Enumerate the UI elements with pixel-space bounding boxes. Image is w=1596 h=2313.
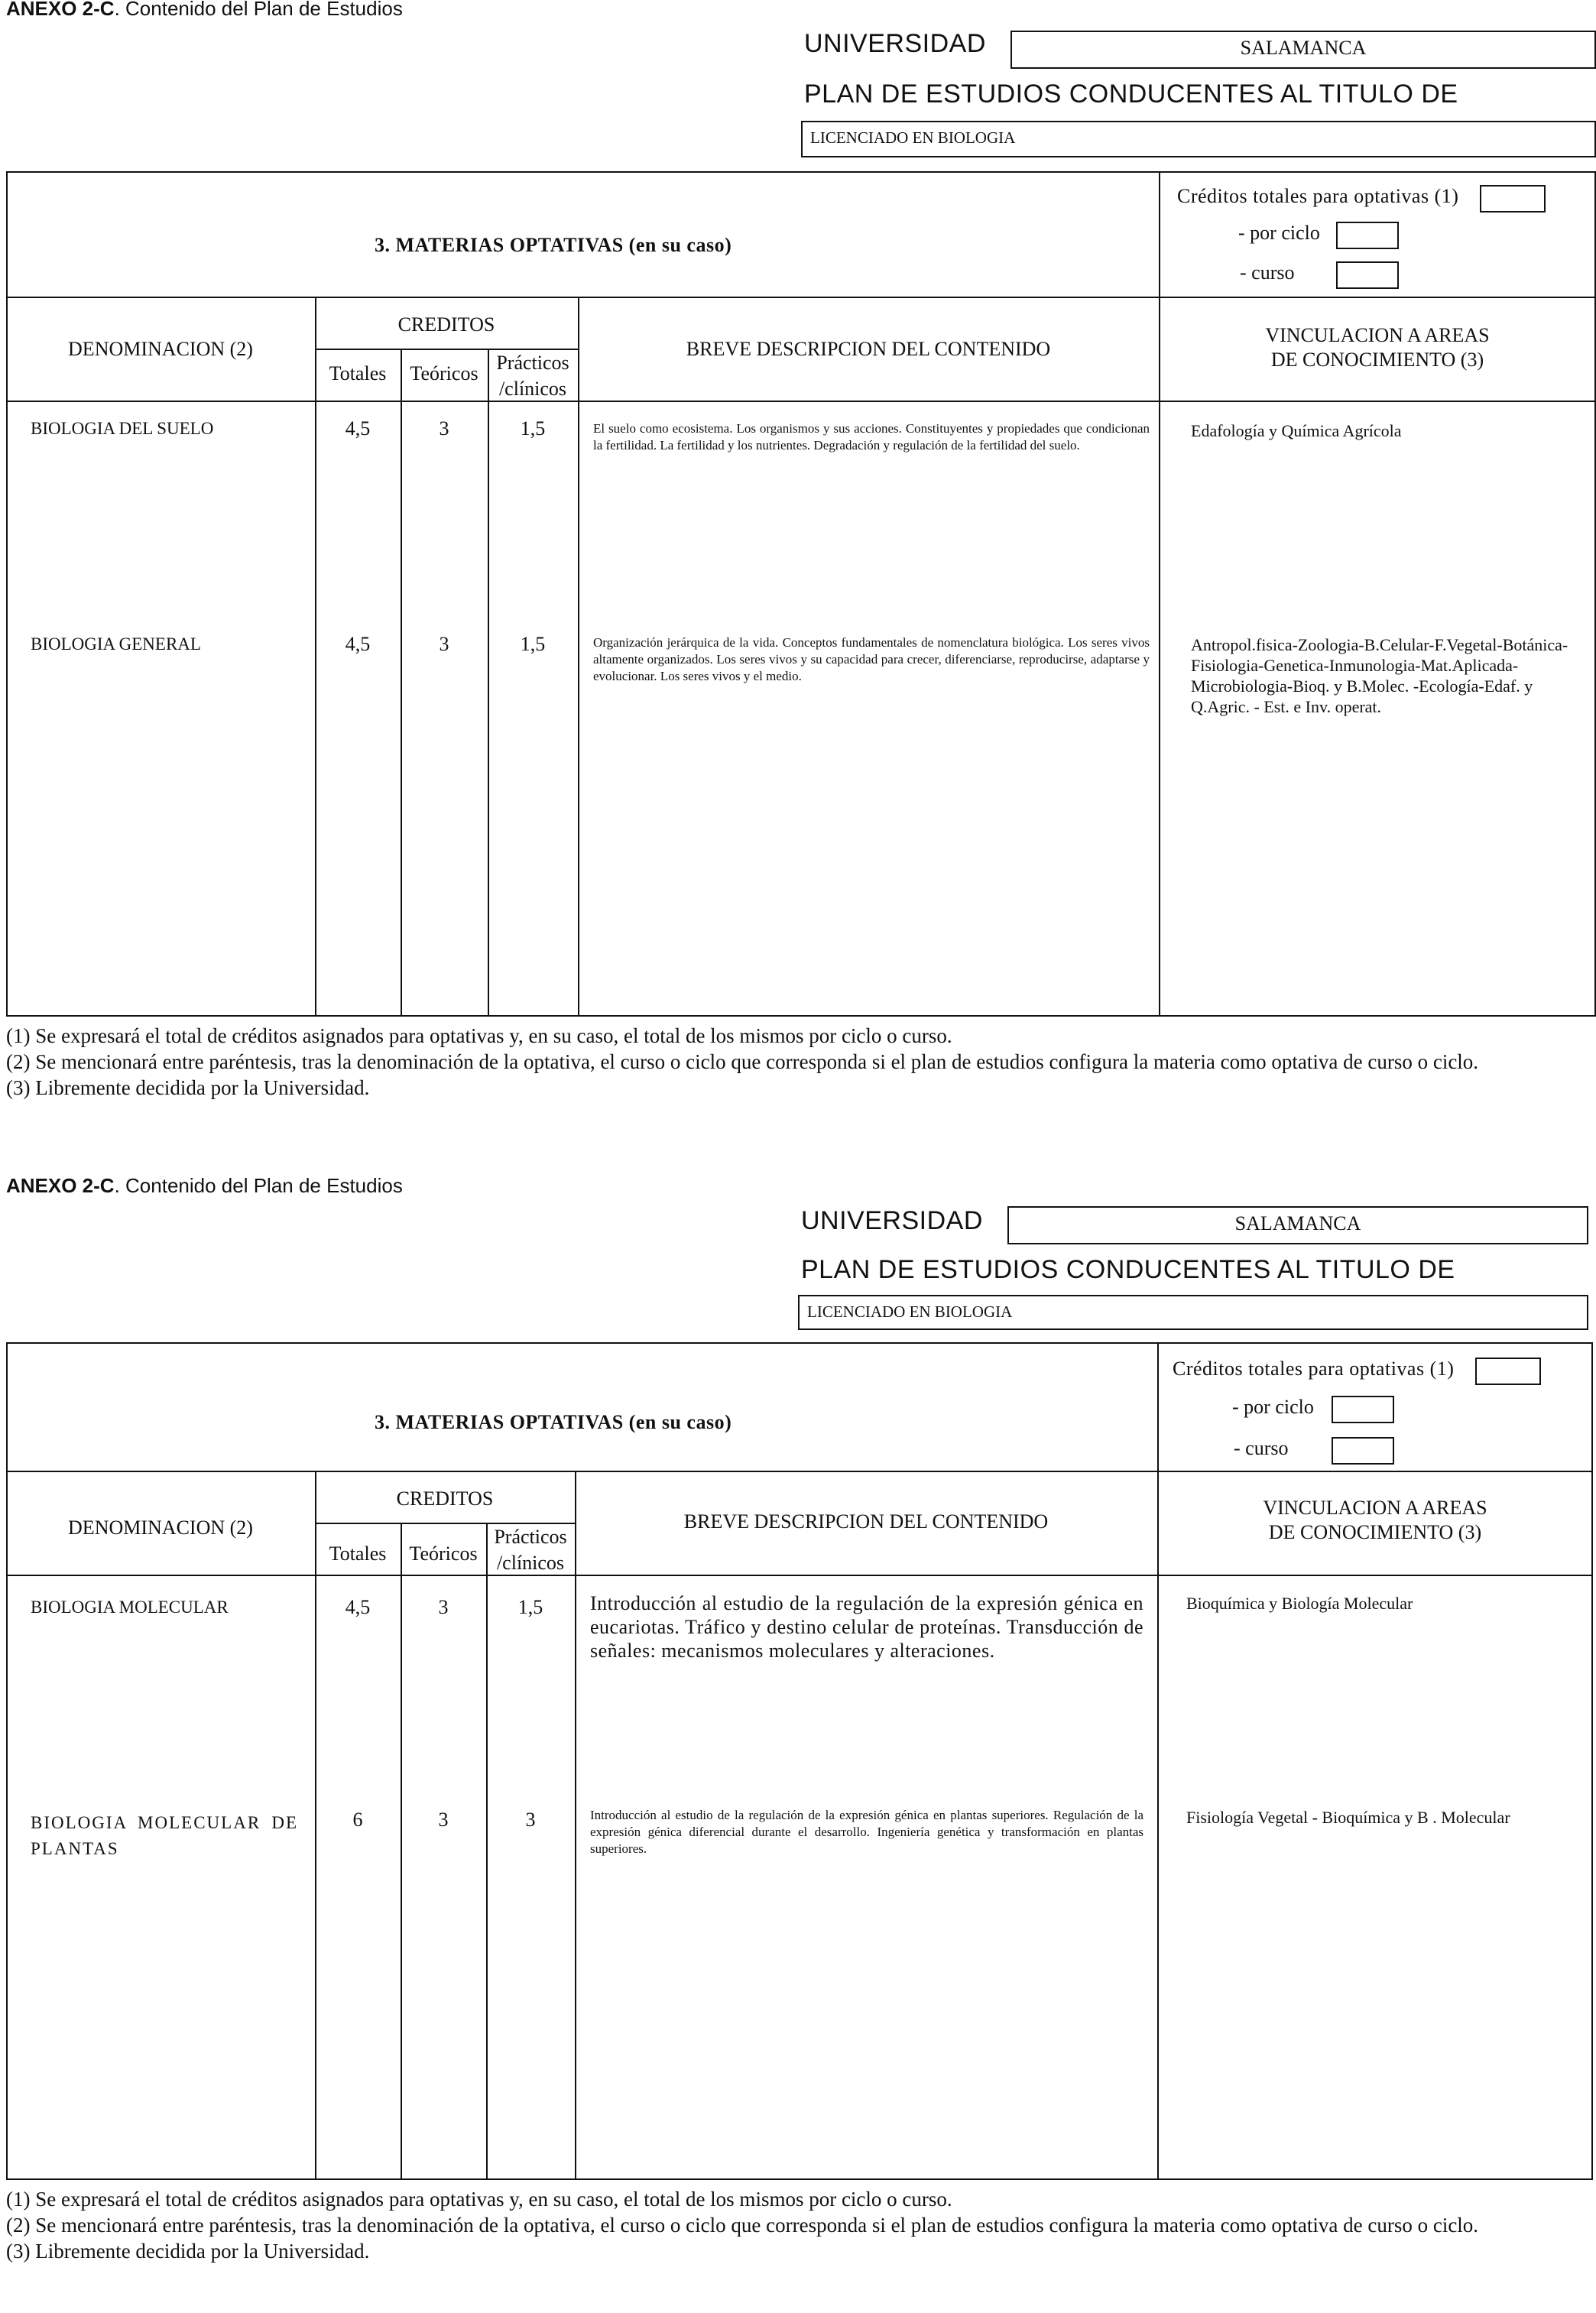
- por-ciclo-label: - por ciclo: [1238, 222, 1320, 244]
- header-totales: Totales: [329, 1543, 387, 1565]
- por-ciclo-box: [1336, 222, 1399, 249]
- creditos-totales-label: Créditos totales para optativas (1): [1177, 185, 1459, 207]
- row-totales: 4,5: [345, 417, 371, 440]
- row-practicos: 1,5: [520, 417, 546, 440]
- header-vinculacion-2: DE CONOCIMIENTO (3): [1270, 349, 1484, 371]
- plan-label: PLAN DE ESTUDIOS CONDUCENTES AL TITULO DE: [804, 79, 1458, 109]
- curso-box: [1336, 261, 1399, 289]
- row-denominacion: BIOLOGIA MOLECULAR DE PLANTAS: [31, 1813, 298, 1858]
- form-page-1: [0, 0, 1596, 1140]
- footnote-2: (2) Se mencionará entre paréntesis, tras la denominación de la optativa, el curso o ciclo que corresponda si el plan de estudios configura la materia como optativa de curso o ciclo.: [6, 1050, 1479, 1073]
- footnote-1: (1) Se expresará el total de créditos asignados para optativas y, en su caso, el total de los mismos por ciclo o curso.: [6, 1024, 952, 1047]
- row-teoricos: 3: [438, 1596, 449, 1618]
- row-vinculacion: Edafología y Química Agrícola: [1191, 421, 1402, 440]
- universidad-value: SALAMANCA: [1234, 1212, 1361, 1234]
- creditos-totales-label: Créditos totales para optativas (1): [1173, 1358, 1455, 1380]
- universidad-box: [1007, 1206, 1588, 1244]
- curso-box: [1332, 1437, 1394, 1465]
- header-clinicos: /clínicos: [498, 378, 567, 400]
- table-divider: [315, 297, 316, 1017]
- row-vinculacion: Fisiología Vegetal - Bioquímica y B . Molecular: [1186, 1808, 1510, 1827]
- creditos-totales-box: [1475, 1358, 1541, 1385]
- optativas-table: [6, 1342, 1593, 2180]
- por-ciclo-box: [1332, 1396, 1394, 1423]
- header-practicos: Prácticos: [496, 352, 569, 374]
- row-teoricos: 3: [438, 1809, 449, 1831]
- form-page-2: [0, 1173, 1596, 2313]
- table-divider: [315, 1523, 575, 1524]
- row-denominacion: BIOLOGIA DEL SUELO: [31, 419, 214, 438]
- row-totales: 4,5: [345, 633, 371, 655]
- header-descripcion: BREVE DESCRIPCION DEL CONTENIDO: [686, 338, 1051, 360]
- section-title: 3. MATERIAS OPTATIVAS (en su caso): [375, 1411, 732, 1433]
- table-divider: [1157, 1342, 1159, 2180]
- titulo-box: [798, 1295, 1588, 1330]
- row-totales: 4,5: [345, 1596, 371, 1618]
- anexo-heading: ANEXO 2-C. Contenido del Plan de Estudios: [6, 1174, 403, 1197]
- section-title: 3. MATERIAS OPTATIVAS (en su caso): [375, 234, 732, 256]
- footnotes: [6, 1023, 1588, 1101]
- table-divider: [6, 297, 1596, 298]
- curso-label: - curso: [1234, 1437, 1289, 1459]
- table-divider: [315, 349, 578, 350]
- footnote-3: (3) Libremente decidida por la Universidad.: [6, 2240, 370, 2263]
- header-teoricos: Teóricos: [410, 362, 478, 384]
- row-descripcion: El suelo como ecosistema. Los organismos y sus acciones. Constituyentes y propiedades que condicionan la fertilidad. La fertilidad y los nutrientes. Degradación y regulación de la fertilidad del suelo.: [593, 421, 1150, 453]
- footnote-2: (2) Se mencionará entre paréntesis, tras la denominación de la optativa, el curso o ciclo que corresponda si el plan de estudios configura la materia como optativa de curso o ciclo.: [6, 2214, 1479, 2237]
- creditos-totales-box: [1480, 185, 1546, 212]
- universidad-label: UNIVERSIDAD: [801, 1206, 983, 1235]
- row-teoricos: 3: [439, 417, 449, 440]
- table-divider: [401, 349, 402, 1017]
- titulo-value: LICENCIADO EN BIOLOGIA: [807, 1302, 1013, 1321]
- header-practicos: Prácticos: [494, 1526, 567, 1548]
- row-descripcion: Introducción al estudio de la regulación de la expresión génica en plantas superiores. Regulación de la expresión génica diferencial durante el desarrollo. Ingeniería genética y transformación en plantas superiores.: [590, 1808, 1143, 1856]
- plan-label: PLAN DE ESTUDIOS CONDUCENTES AL TITULO DE: [801, 1255, 1455, 1284]
- table-divider: [575, 1471, 576, 2180]
- universidad-label: UNIVERSIDAD: [804, 29, 986, 58]
- row-practicos: 3: [525, 1809, 536, 1831]
- header-denominacion: DENOMINACION (2): [68, 1517, 253, 1539]
- row-practicos: 1,5: [520, 633, 546, 655]
- header-vinculacion: VINCULACION A AREAS: [1265, 324, 1490, 346]
- row-denominacion: BIOLOGIA GENERAL: [31, 634, 201, 654]
- footnote-1: (1) Se expresará el total de créditos asignados para optativas y, en su caso, el total de los mismos por ciclo o curso.: [6, 2188, 952, 2211]
- universidad-box: [1010, 31, 1596, 69]
- table-divider: [401, 1523, 402, 2180]
- table-divider: [486, 1523, 488, 2180]
- header-denominacion: DENOMINACION (2): [68, 338, 253, 360]
- table-divider: [488, 349, 489, 1017]
- table-divider: [6, 401, 1596, 402]
- header-clinicos: /clínicos: [496, 1552, 565, 1574]
- por-ciclo-label: - por ciclo: [1232, 1396, 1314, 1418]
- footnotes: [6, 2186, 1588, 2264]
- table-divider: [1159, 171, 1160, 1017]
- curso-label: - curso: [1240, 261, 1295, 284]
- header-totales: Totales: [329, 362, 387, 384]
- row-descripcion: Introducción al estudio de la regulación de la expresión génica en eucariotas. Tráfico y destino celular de proteínas. Transducción de señales: mecanismos moleculares y alteraciones.: [590, 1592, 1143, 1662]
- header-creditos: CREDITOS: [397, 313, 495, 336]
- header-vinculacion-2: DE CONOCIMIENTO (3): [1268, 1521, 1482, 1543]
- row-descripcion: Organización jerárquica de la vida. Conceptos fundamentales de nomenclatura biológica. Los seres vivos altamente organizados. Los seres vivos y su capacidad para crecer, diferenciarse, reproducirse, adaptarse y evolucionar. Los seres vivos y el medio.: [593, 635, 1150, 683]
- anexo-heading: ANEXO 2-C. Contenido del Plan de Estudios: [6, 0, 403, 20]
- row-denominacion: BIOLOGIA MOLECULAR: [31, 1598, 229, 1617]
- row-vinculacion: Antropol.fisica-Zoologia-B.Celular-F.Vegetal-Botánica-Fisiologia-Genetica-Inmunologia-Mat.Aplicada-Microbiologia-Bioq. y B.Molec. -Ecología-Edaf. y Q.Agric. - Est. e Inv. operat.: [1191, 635, 1568, 716]
- row-totales: 6: [352, 1809, 363, 1831]
- universidad-value: SALAMANCA: [1240, 37, 1367, 59]
- row-vinculacion: Bioquímica y Biología Molecular: [1186, 1594, 1413, 1613]
- titulo-value: LICENCIADO EN BIOLOGIA: [810, 128, 1016, 147]
- header-teoricos: Teóricos: [409, 1543, 478, 1565]
- titulo-box: [801, 121, 1596, 157]
- header-vinculacion: VINCULACION A AREAS: [1263, 1497, 1487, 1519]
- row-practicos: 1,5: [517, 1596, 543, 1618]
- header-creditos: CREDITOS: [396, 1487, 494, 1510]
- row-teoricos: 3: [439, 633, 449, 655]
- table-divider: [6, 1575, 1593, 1576]
- header-descripcion: BREVE DESCRIPCION DEL CONTENIDO: [683, 1510, 1049, 1533]
- table-divider: [6, 1471, 1593, 1472]
- footnote-3: (3) Libremente decidida por la Universidad.: [6, 1076, 370, 1099]
- table-divider: [578, 297, 579, 1017]
